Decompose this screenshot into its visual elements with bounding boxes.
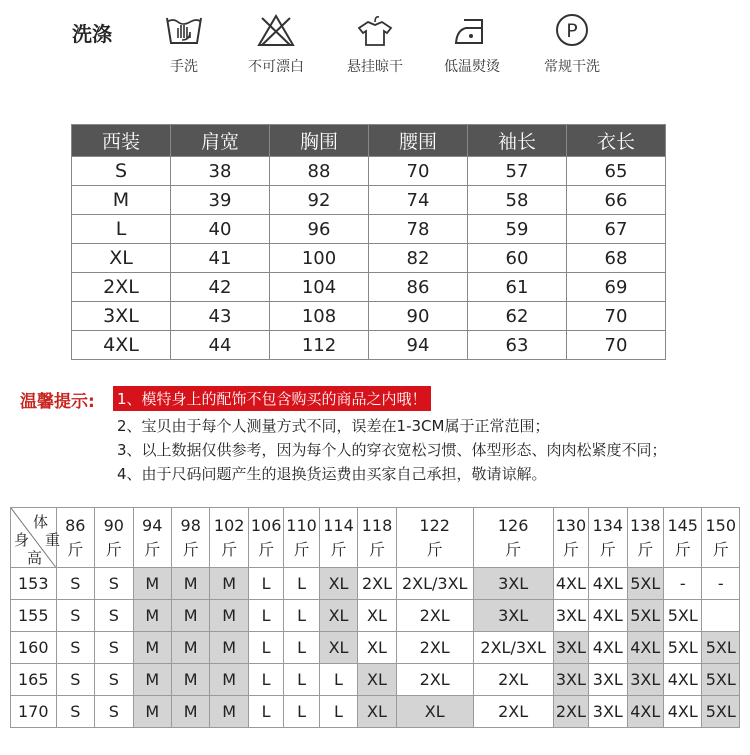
size-recommend-table [10,507,740,728]
recommend-size-cell: M [210,632,248,664]
size-value-cell: 74 [369,186,468,215]
size-table-row [72,244,666,273]
recommend-size-cell: M [171,664,209,696]
hand-wash-icon [164,12,204,48]
recommend-size-cell: 3XL [553,632,588,664]
recommend-size-cell: 3XL [553,600,588,632]
weight-header-cell [248,508,283,568]
recommend-size-cell: 3XL [473,600,553,632]
recommend-size-cell: 4XL [589,568,627,600]
weight-header-cell [663,508,701,568]
recommend-size-cell: M [210,664,248,696]
size-header-cell: 袖长 [468,125,567,157]
size-value-cell: 86 [369,273,468,302]
size-label-cell: 2XL [72,273,171,302]
recommend-size-cell: L [284,696,319,728]
recommend-size-cell: 5XL [702,696,740,728]
recommend-size-cell: S [56,696,94,728]
recommend-size-cell: 4XL [589,632,627,664]
recommend-size-cell: XL [358,696,396,728]
size-value-cell: 100 [270,244,369,273]
recommend-size-cell: L [284,632,319,664]
recommend-size-cell: M [133,696,171,728]
size-value-cell: 63 [468,331,567,360]
care-label-low-iron: 低温熨烫 [444,59,500,75]
recommend-size-cell: L [248,696,283,728]
weight-header-cell [319,508,357,568]
size-value-cell: 38 [171,157,270,186]
height-cell: 160 [11,632,57,664]
size-header-cell: 肩宽 [171,125,270,157]
care-label-dry-clean: 常规干洗 [544,59,600,75]
size-label-cell: L [72,215,171,244]
weight-header-cell [702,508,740,568]
weight-unit: 斤 [674,539,691,559]
weight-unit: 斤 [637,539,654,559]
weight-number: 145 [667,515,698,535]
weight-number: 106 [250,515,282,535]
recommend-size-cell: 5XL [627,568,663,600]
recommend-size-cell: 2XL [396,664,473,696]
weight-number: 86 [65,515,86,535]
size-value-cell: 88 [270,157,369,186]
weight-unit: 斤 [712,539,729,559]
recommend-size-cell: L [248,632,283,664]
size-value-cell: 40 [171,215,270,244]
notes-label: 温馨提示: [20,392,95,412]
size-value-cell: 39 [171,186,270,215]
recommend-size-cell: 4XL [663,664,701,696]
size-table-row [72,331,666,360]
size-header-cell: 胸围 [270,125,369,157]
weight-header-cell [553,508,588,568]
height-cell: 170 [11,696,57,728]
recommend-size-cell: S [95,632,133,664]
recommend-size-cell: L [248,600,283,632]
care-title: 洗涤 [72,22,112,46]
weight-unit: 斤 [426,539,443,559]
size-value-cell: 94 [369,331,468,360]
weight-header-cell [358,508,396,568]
recommend-size-cell: 5XL [702,632,740,664]
weight-number: 90 [103,515,124,535]
weight-header-cell [284,508,319,568]
size-value-cell: 66 [567,186,666,215]
weight-header-cell [210,508,248,568]
care-item-hand-wash [144,12,224,76]
recommend-size-cell [702,600,740,632]
recommend-size-cell: 5XL [663,600,701,632]
weight-number: 122 [419,515,450,535]
recommend-size-cell: XL [319,568,357,600]
size-value-cell: 70 [567,302,666,331]
size-value-cell: 104 [270,273,369,302]
size-value-cell: 112 [270,331,369,360]
weight-unit: 斤 [368,539,385,559]
recommend-size-cell: M [210,600,248,632]
weight-header-cell [473,508,553,568]
recommend-size-cell: 2XL [473,696,553,728]
size-value-cell: 92 [270,186,369,215]
size-table-row [72,186,666,215]
recommend-size-cell: 4XL [627,632,663,664]
weight-number: 114 [323,515,354,535]
recommend-row [11,696,740,728]
recommend-size-cell: L [319,664,357,696]
weight-header-cell [95,508,133,568]
corner-height-top: 身 [14,531,30,549]
note-item: 4、由于尺码问题产生的退换货运费由买家自己承担，敬请谅解。 [117,465,547,483]
recommend-size-cell: L [248,664,283,696]
weight-number: 102 [213,515,245,535]
note-item: 2、宝贝由于每个人测量方式不同，误差在1-3CM属于正常范围； [117,417,550,435]
recommend-size-cell: 4XL [627,696,663,728]
size-value-cell: 90 [369,302,468,331]
size-value-cell: 58 [468,186,567,215]
recommend-size-cell: 2XL [553,696,588,728]
corner-weight-top: 体 [33,513,49,531]
weight-unit: 斤 [599,539,616,559]
recommend-size-cell: 5XL [702,664,740,696]
size-value-cell: 70 [369,157,468,186]
size-value-cell: 96 [270,215,369,244]
recommend-size-cell: S [95,600,133,632]
weight-unit: 斤 [505,539,522,559]
recommend-size-cell: S [56,632,94,664]
recommend-size-cell: M [210,568,248,600]
size-value-cell: 60 [468,244,567,273]
size-value-cell: 67 [567,215,666,244]
size-table [71,124,666,360]
weight-number: 150 [705,515,736,535]
recommend-size-cell: 5XL [663,632,701,664]
weight-unit: 斤 [182,539,199,559]
recommend-size-cell: XL [358,664,396,696]
recommend-size-cell: XL [358,600,396,632]
weight-unit: 斤 [67,539,84,559]
size-value-cell: 62 [468,302,567,331]
size-label-cell: 3XL [72,302,171,331]
weight-header-cell [133,508,171,568]
recommend-size-cell: 2XL [358,568,396,600]
weight-unit: 斤 [105,539,122,559]
weight-header-cell [171,508,209,568]
care-item-hang-dry [335,12,415,76]
care-item-low-iron [432,12,512,76]
size-value-cell: 41 [171,244,270,273]
recommend-size-cell: M [171,696,209,728]
recommend-header-row [11,508,740,568]
weight-header-cell [396,508,473,568]
recommend-row [11,600,740,632]
note-item: 3、以上数据仅供参考，因为每个人的穿衣宽松习惯、体型形态、肉肉松紧度不同； [117,441,667,459]
weight-header-cell [589,508,627,568]
weight-number: 130 [555,515,587,535]
recommend-size-cell: M [133,568,171,600]
recommend-size-cell: 2XL [396,632,473,664]
recommend-size-cell: XL [358,632,396,664]
height-cell: 155 [11,600,57,632]
recommend-size-cell: S [56,664,94,696]
size-label-cell: XL [72,244,171,273]
size-label-cell: S [72,157,171,186]
recommend-size-cell: M [171,632,209,664]
weight-unit: 斤 [330,539,347,559]
size-value-cell: 61 [468,273,567,302]
recommend-size-cell: M [133,632,171,664]
recommend-size-cell: 2XL/3XL [396,568,473,600]
recommend-size-cell: S [95,568,133,600]
recommend-size-cell: XL [319,600,357,632]
recommend-size-cell: 2XL/3XL [473,632,553,664]
size-value-cell: 42 [171,273,270,302]
recommend-size-cell: L [284,568,319,600]
size-value-cell: 44 [171,331,270,360]
note-highlight: 1、模特身上的配饰不包含购买的商品之内哦！ [113,386,431,411]
size-value-cell: 59 [468,215,567,244]
size-table-header [72,125,666,157]
recommend-row [11,632,740,664]
recommend-corner-cell [11,508,61,568]
size-value-cell: 68 [567,244,666,273]
size-label-cell: 4XL [72,331,171,360]
care-item-dry-clean [532,12,612,76]
recommend-size-cell: 4XL [663,696,701,728]
recommend-row [11,568,740,600]
weight-unit: 斤 [221,539,238,559]
size-value-cell: 57 [468,157,567,186]
recommend-size-cell: S [95,696,133,728]
recommend-size-cell: 3XL [473,568,553,600]
recommend-size-cell: L [319,696,357,728]
recommend-size-cell: M [171,600,209,632]
size-value-cell: 82 [369,244,468,273]
size-table-body [72,157,666,360]
weight-unit: 斤 [258,539,275,559]
size-header-cell: 腰围 [369,125,468,157]
weight-unit: 斤 [144,539,161,559]
corner-weight-bottom: 重 [45,531,61,549]
weight-number: 126 [497,515,529,535]
recommend-size-cell: S [56,568,94,600]
weight-number: 134 [592,515,624,535]
hang-dry-icon [355,12,395,48]
size-header-cell: 西装 [72,125,171,157]
size-value-cell: 43 [171,302,270,331]
recommend-size-cell: L [284,664,319,696]
recommend-size-cell: 2XL [396,600,473,632]
corner-height-bottom: 高 [27,549,43,567]
recommend-size-cell: 4XL [553,568,588,600]
recommend-size-cell: 3XL [589,696,627,728]
recommend-size-cell: XL [396,696,473,728]
size-table-row [72,273,666,302]
recommend-size-cell: 2XL [473,664,553,696]
weight-number: 138 [629,515,661,535]
recommend-size-cell: M [133,600,171,632]
low-iron-icon [452,12,492,48]
weight-number: 118 [361,515,393,535]
size-table-row [72,302,666,331]
recommend-size-cell: M [133,664,171,696]
size-value-cell: 65 [567,157,666,186]
recommend-size-cell: 3XL [553,664,588,696]
size-table-row [72,215,666,244]
recommend-size-cell: M [171,568,209,600]
dry-clean-icon [552,12,592,48]
weight-number: 110 [286,515,317,535]
weight-unit: 斤 [293,539,310,559]
recommend-size-cell: S [56,600,94,632]
recommend-size-cell: - [702,568,740,600]
size-value-cell: 108 [270,302,369,331]
care-item-no-bleach [236,12,316,76]
recommend-size-cell: - [663,568,701,600]
recommend-row [11,664,740,696]
height-cell: 165 [11,664,57,696]
care-label-hand-wash: 手洗 [170,59,198,75]
recommend-size-cell: M [210,696,248,728]
recommend-size-cell: L [284,600,319,632]
care-label-hang-dry: 悬挂晾干 [347,59,403,75]
size-value-cell: 69 [567,273,666,302]
no-bleach-icon [256,12,296,48]
size-table-row [72,157,666,186]
svg-text:P: P [566,20,578,42]
weight-unit: 斤 [562,539,579,559]
recommend-size-cell: XL [319,632,357,664]
recommend-size-cell: 3XL [589,664,627,696]
recommend-size-cell: L [248,568,283,600]
weight-header-cell [627,508,663,568]
size-header-cell: 衣长 [567,125,666,157]
height-cell: 153 [11,568,57,600]
weight-number: 94 [142,515,163,535]
size-label-cell: M [72,186,171,215]
size-value-cell: 78 [369,215,468,244]
recommend-size-cell: 5XL [627,600,663,632]
recommend-size-cell: S [95,664,133,696]
size-value-cell: 70 [567,331,666,360]
weight-number: 98 [180,515,201,535]
care-label-no-bleach: 不可漂白 [248,59,304,75]
recommend-size-cell: 3XL [627,664,663,696]
recommend-size-cell: 4XL [589,600,627,632]
recommend-table-body [11,508,740,728]
weight-header-cell [56,508,94,568]
